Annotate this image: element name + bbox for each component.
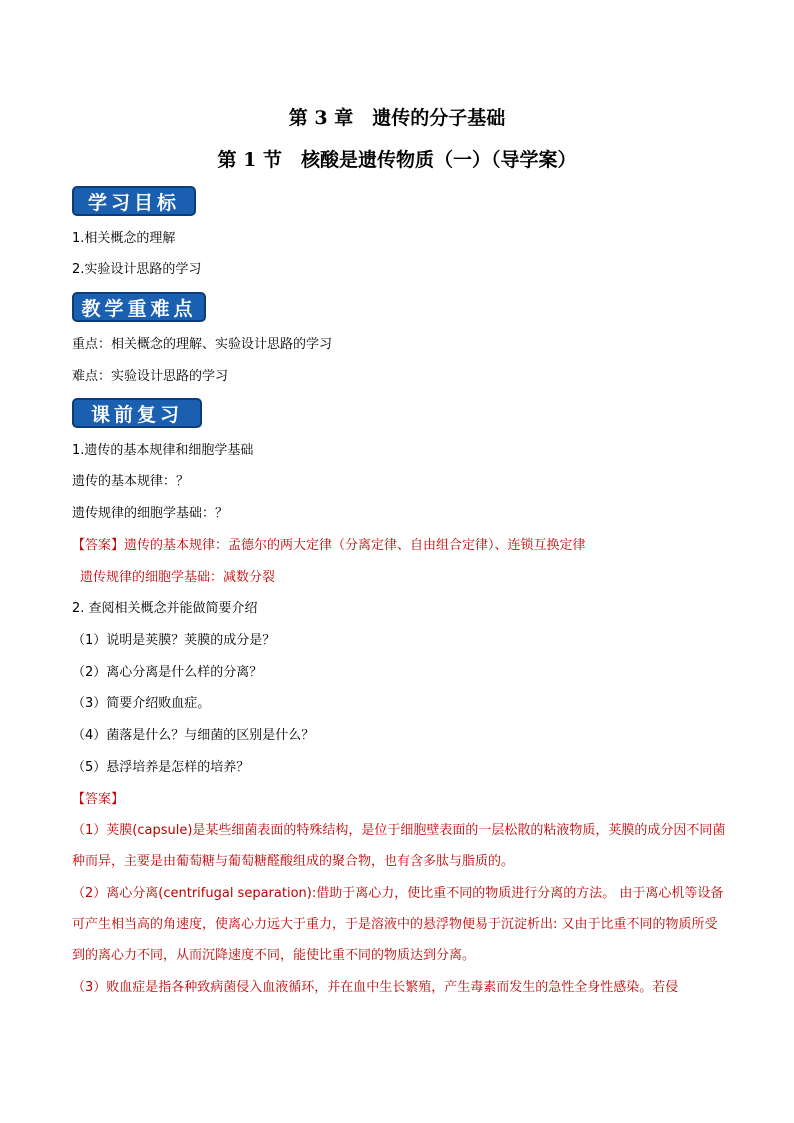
difficulty-text: 难点：实验设计思路的学习 <box>72 369 229 384</box>
answer-label: 【答案】 <box>72 792 125 807</box>
answer-paragraph: （3）败血症是指各种致病菌侵入血液循环，并在血中生长繁殖，产生毒素而发生的急性全身性感染。若侵 <box>72 980 679 995</box>
review-q1-answer-1: 【答案】遗传的基本规律：孟德尔的两大定律（分离定律、自由组合定律）、连锁互换定律 <box>72 538 586 553</box>
goal-item: 2.实验设计思路的学习 <box>72 262 202 277</box>
keypoints-banner: 教学重难点 <box>72 292 206 322</box>
review-q2-item: （2）离心分离是什么样的分离？ <box>72 665 263 680</box>
goal-item: 1.相关概念的理解 <box>72 231 176 246</box>
review-q1-title: 1.遗传的基本规律和细胞学基础 <box>72 443 254 458</box>
review-q2-item: （3）简要介绍败血症。 <box>72 696 211 711</box>
review-banner: 课前复习 <box>72 398 202 428</box>
goals-banner: 学习目标 <box>72 186 196 216</box>
review-q1-a: 遗传的基本规律：？ <box>72 474 190 489</box>
answer-paragraph: （1）荚膜(capsule)是某些细菌表面的特殊结构，是位于细胞壁表面的一层松散的粘液物质，荚膜的成分因不同菌种而异，主要是由葡萄糖与葡萄糖醛酸组成的聚合物，也有含多肽与脂质的。 <box>72 823 726 869</box>
review-q1-answer-2: 遗传规律的细胞学基础：减数分裂 <box>80 570 276 585</box>
review-q2-item: （5）悬浮培养是怎样的培养？ <box>72 760 250 775</box>
review-q2-item: （4）菌落是什么？与细菌的区别是什么？ <box>72 728 315 743</box>
chapter-title: 第 3 章 遗传的分子基础 <box>288 107 506 129</box>
review-q2-item: （1）说明是荚膜？荚膜的成分是？ <box>72 633 276 648</box>
review-q1-b: 遗传规律的细胞学基础：？ <box>72 506 229 521</box>
focus-text: 重点：相关概念的理解、实验设计思路的学习 <box>72 337 333 352</box>
answer-paragraph: （2）离心分离(centrifugal separation):借助于离心力，使比重不同的物质进行分离的方法。 由于离心机等设备可产生相当高的角速度，使离心力远大于重力，于是溶液中的悬浮物便易于沉淀析出: 又由于比重不同的物质所受到的离心力不同，从而沉降速度不同，能使比重不同的物质达到分离。 <box>72 886 724 963</box>
review-q2-title: 2. 查阅相关概念并能做简要介绍 <box>72 601 258 616</box>
section-title: 第 1 节 核酸是遗传物质（一）（导学案） <box>217 149 577 171</box>
